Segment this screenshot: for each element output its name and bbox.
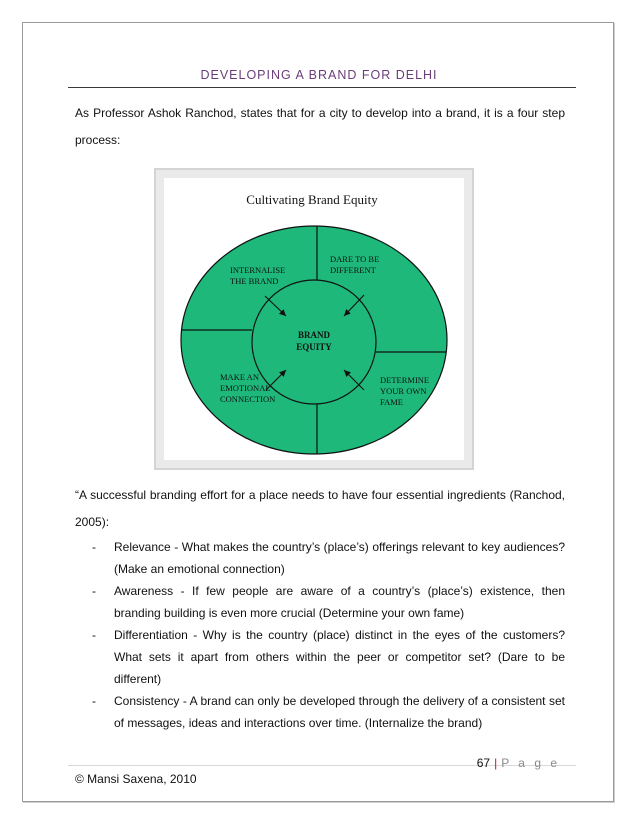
page-header-title: DEVELOPING A BRAND FOR DELHI <box>200 68 438 82</box>
center-label-line2: EQUITY <box>296 342 332 352</box>
center-label-line1: BRAND <box>297 330 331 340</box>
page-word: P a g e <box>501 756 560 770</box>
intro-paragraph: As Professor Ashok Ranchod, states that for a city to develop into a brand, it is a four step process: <box>75 106 565 147</box>
list-item <box>92 580 565 624</box>
quote-paragraph: “A successful branding effort for a place needs to have four essential ingredients (Ranchod, 2005): <box>75 488 565 529</box>
segment-internalise-line2: THE BRAND <box>230 276 279 286</box>
header-divider <box>68 87 576 88</box>
segment-internalise-line1: INTERNALISE <box>230 265 286 275</box>
brand-equity-diagram <box>154 168 474 470</box>
list-item-text: Differentiation - Why is the country (place) distinct in the eyes of the customers? What sets it apart from others within the peer or competitor set? (Dare to be different) <box>114 628 565 686</box>
list-dash: - <box>92 584 96 598</box>
list-item <box>92 624 565 690</box>
page-number-value: 67 <box>476 756 491 770</box>
list-item-text: Relevance - What makes the country’s (place’s) offerings relevant to key audiences? (Make an emotional connection) <box>114 540 565 576</box>
segment-emotional-line3: CONNECTION <box>220 394 276 404</box>
diagram-title: Cultivating Brand Equity <box>246 192 378 207</box>
segment-determine-line2: YOUR OWN <box>380 386 427 396</box>
copyright-notice: © Mansi Saxena, 2010 <box>75 772 197 786</box>
segment-dare-line2: DIFFERENT <box>330 265 376 275</box>
segment-emotional-line1: MAKE AN <box>220 372 259 382</box>
list-item <box>92 536 565 580</box>
diagram-svg <box>164 178 460 456</box>
diagram-canvas <box>164 178 464 460</box>
page-number <box>477 756 560 770</box>
segment-determine-line3: FAME <box>380 397 403 407</box>
segment-dare-line1: DARE TO BE <box>330 254 380 264</box>
list-item-text: Consistency - A brand can only be developed through the delivery of a consistent set of messages, ideas and interactions over time. (Internalize the brand) <box>114 694 565 730</box>
list-item-text: Awareness - If few people are aware of a country’s (place’s) existence, then branding building is even more crucial (Determine your own fame) <box>114 584 565 620</box>
list-dash: - <box>92 694 96 708</box>
list-item <box>92 690 565 734</box>
list-dash: - <box>92 540 96 554</box>
segment-determine-line1: DETERMINE <box>380 375 430 385</box>
list-dash: - <box>92 628 96 642</box>
segment-emotional-line2: EMOTIONAL <box>220 383 271 393</box>
page-number-separator: | <box>494 756 498 770</box>
ingredient-list <box>92 536 565 734</box>
